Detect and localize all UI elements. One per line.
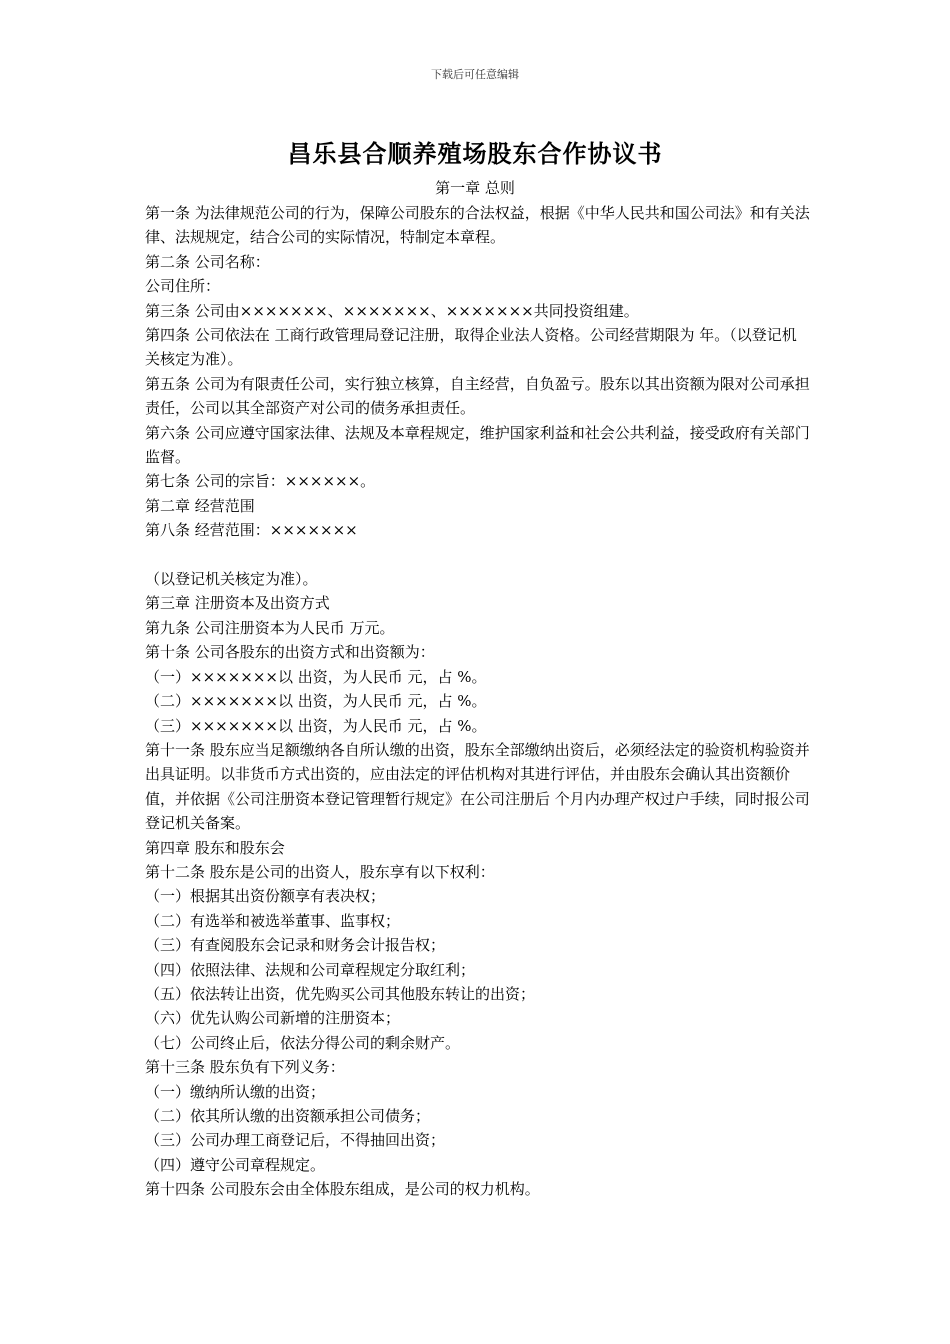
paragraph: 第九条 公司注册资本为人民币 万元。 bbox=[145, 618, 395, 637]
paragraph: 第四章 股东和股东会 bbox=[145, 838, 285, 857]
paragraph: （四）遵守公司章程规定。 bbox=[145, 1155, 326, 1174]
paragraph: （七）公司终止后，依法分得公司的剩余财产。 bbox=[145, 1033, 461, 1052]
paragraph: （二）依其所认缴的出资额承担公司债务； bbox=[145, 1107, 431, 1126]
paragraph: 第十三条 股东负有下列义务： bbox=[145, 1058, 345, 1077]
paragraph: 第八条 经营范围：××××××× bbox=[145, 521, 358, 540]
paragraph: 公司住所： bbox=[145, 277, 221, 296]
paragraph: 第二章 经营范围 bbox=[145, 496, 255, 515]
paragraph bbox=[145, 543, 810, 567]
header-note: 下载后可任意编辑 bbox=[431, 68, 519, 81]
paragraph: （三）×××××××以 出资，为人民币 元，占 %。 bbox=[145, 716, 487, 735]
paragraph: （五）依法转让出资，优先购买公司其他股东转让的出资； bbox=[145, 984, 536, 1003]
paragraph: （二）有选举和被选举董事、监事权； bbox=[145, 911, 401, 930]
paragraph: （三）有查阅股东会记录和财务会计报告权； bbox=[145, 936, 446, 955]
paragraph: （一）根据其出资份额享有表决权； bbox=[145, 887, 386, 906]
paragraph: （二）×××××××以 出资，为人民币 元，占 %。 bbox=[145, 692, 487, 711]
paragraph: 第十四条 公司股东会由全体股东组成，是公司的权力机构。 bbox=[145, 1180, 540, 1199]
paragraph: 第十条 公司各股东的出资方式和出资额为： bbox=[145, 643, 435, 662]
paragraph: 第三章 注册资本及出资方式 bbox=[145, 594, 330, 613]
paragraph: 第四条 公司依法在 工商行政管理局登记注册，取得企业法人资格。公司经营期限为 年。（以登记机关核定为准）。 bbox=[145, 326, 797, 369]
document-title: 昌乐县合顺养殖场股东合作协议书 bbox=[287, 139, 663, 168]
chapter-heading: 第一章 总则 bbox=[435, 179, 515, 197]
document-body bbox=[145, 201, 810, 1202]
paragraph: （六）优先认购公司新增的注册资本； bbox=[145, 1009, 401, 1028]
paragraph: （四）依照法律、法规和公司章程规定分取红利； bbox=[145, 960, 476, 979]
paragraph: 第七条 公司的宗旨：××××××。 bbox=[145, 472, 376, 491]
paragraph: （三）公司办理工商登记后，不得抽回出资； bbox=[145, 1131, 446, 1150]
paragraph: （一）缴纳所认缴的出资； bbox=[145, 1082, 326, 1101]
paragraph: 第十一条 股东应当足额缴纳各自所认缴的出资，股东全部缴纳出资后，必须经法定的验资机构验资并出具证明。以非货币方式出资的，应由法定的评估机构对其进行评估，并由股东会确认其出资额价值，并依据《公司注册资本登记管理暂行规定》在公司注册后 个月内办理产权过户手续，同时报公司登记机关备案。 bbox=[145, 740, 810, 833]
paragraph: （一）×××××××以 出资，为人民币 元，占 %。 bbox=[145, 667, 487, 686]
paragraph: 第六条 公司应遵守国家法律、法规及本章程规定，维护国家利益和社会公共利益，接受政府有关部门监督。 bbox=[145, 423, 810, 467]
paragraph: 第五条 公司为有限责任公司，实行独立核算，自主经营，自负盈亏。股东以其出资额为限对公司承担责任，公司以其全部资产对公司的债务承担责任。 bbox=[145, 374, 810, 418]
paragraph: 第二条 公司名称： bbox=[145, 252, 270, 271]
paragraph: （以登记机关核定为准）。 bbox=[145, 570, 318, 589]
paragraph: 第十二条 股东是公司的出资人，股东享有以下权利： bbox=[145, 862, 495, 881]
paragraph: 第一条 为法律规范公司的行为，保障公司股东的合法权益，根据《中华人民共和国公司法》和有关法律、法规规定，结合公司的实际情况，特制定本章程。 bbox=[145, 204, 810, 247]
paragraph: 第三条 公司由×××××××、×××××××、×××××××共同投资组建。 bbox=[145, 301, 639, 320]
